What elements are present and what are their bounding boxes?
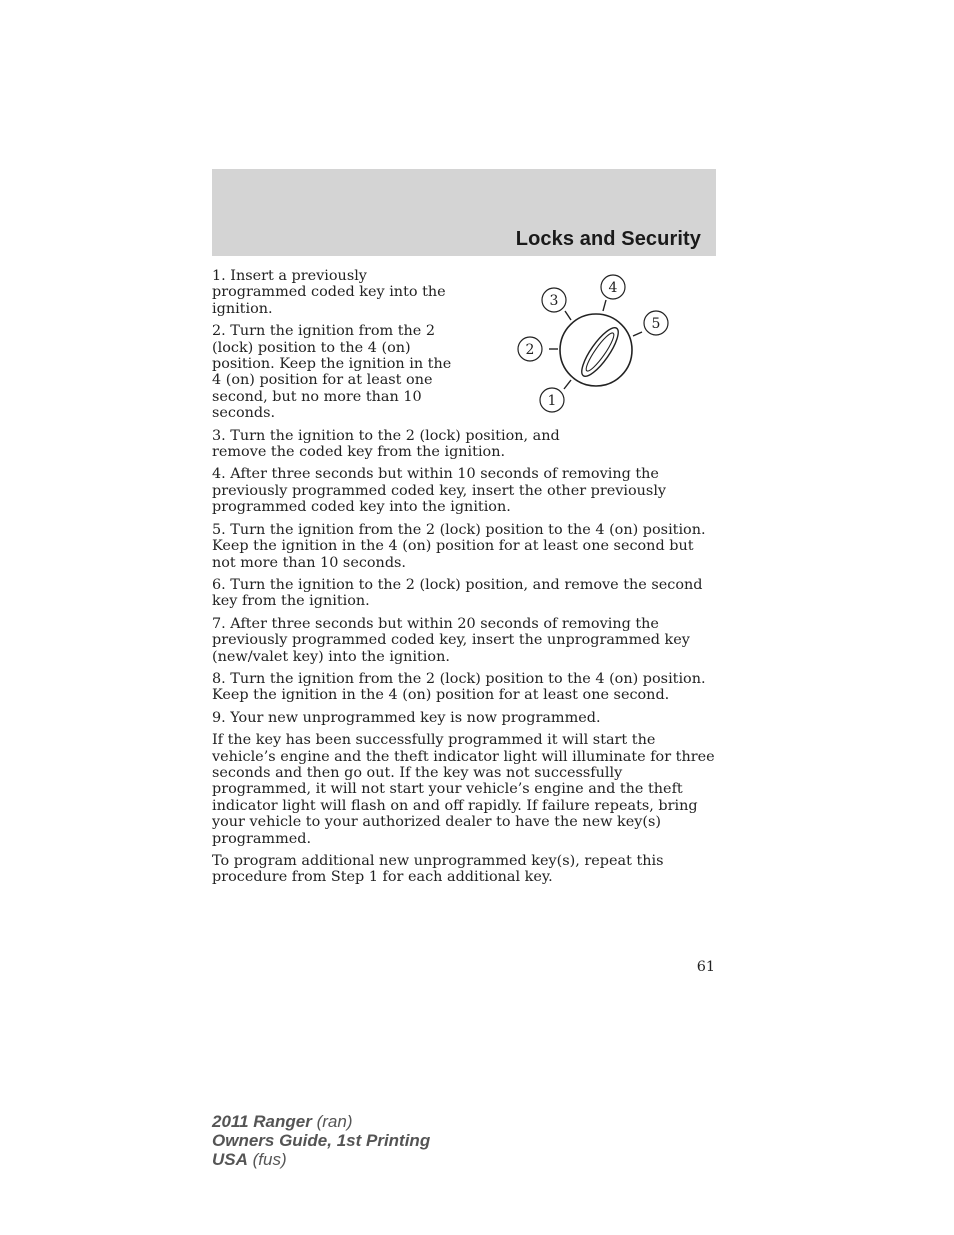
- success-paragraph: If the key has been successfully programmed it will start the vehicle’s engine and the theft indicator light will illuminate for three seconds and then go out. If the key was not successfully programmed, it will not start your vehicle’s engine and the theft indicator light will flash on and off rapidly. If failure repeats, bring your vehicle to your authorized dealer to have the new key(s) programmed.: [212, 732, 715, 847]
- additional-keys-paragraph: To program additional new unprogrammed key(s), repeat this procedure from Step 1 for each additional key.: [212, 853, 664, 886]
- svg-text:1: 1: [547, 393, 557, 409]
- footer-model: 2011 Ranger: [212, 1112, 312, 1131]
- section-title: Locks and Security: [515, 228, 701, 250]
- footer-line-model: [212, 1112, 430, 1131]
- footer-market-code: (fus): [252, 1150, 287, 1169]
- footer-publication-info: [212, 1112, 430, 1169]
- footer-market: USA: [212, 1150, 248, 1169]
- svg-text:2: 2: [525, 342, 535, 358]
- footer-line-edition: [212, 1131, 430, 1150]
- step-3: 3. Turn the ignition to the 2 (lock) position, and remove the coded key from the ignition.: [212, 427, 560, 461]
- step-8: 8. Turn the ignition from the 2 (lock) position to the 4 (on) position. Keep the ignition in the 4 (on) position for at least one second.: [212, 670, 706, 704]
- svg-text:5: 5: [651, 316, 661, 332]
- step-5: 5. Turn the ignition from the 2 (lock) position to the 4 (on) position. Keep the ignition in the 4 (on) position for at least one second but not more than 10 seconds.: [212, 521, 706, 571]
- step-6: 6. Turn the ignition to the 2 (lock) position, and remove the second key from the ignition.: [212, 576, 703, 610]
- instructions-body: [212, 268, 716, 892]
- svg-text:4: 4: [608, 280, 618, 296]
- footer-edition: Owners Guide, 1st Printing: [212, 1131, 431, 1150]
- svg-text:3: 3: [549, 293, 559, 309]
- page-number: 61: [696, 959, 715, 975]
- step-9: 9. Your new unprogrammed key is now programmed.: [212, 709, 601, 726]
- section-header-band: [212, 169, 716, 256]
- footer-model-code: (ran): [316, 1112, 353, 1131]
- step-7: 7. After three seconds but within 20 seconds of removing the previously programmed coded key, insert the unprogrammed key (new/valet key) into the ignition.: [212, 615, 690, 665]
- step-4: 4. After three seconds but within 10 seconds of removing the previously programmed coded key, insert the other previously programmed coded key into the ignition.: [212, 466, 667, 516]
- step-1: 1. Insert a previously programmed coded key into the ignition.: [212, 268, 446, 317]
- step-2: 2. Turn the ignition from the 2 (lock) position to the 4 (on) position. Keep the ignition in the 4 (on) position for at least one second, but no more than 10 seconds.: [212, 323, 452, 422]
- footer-line-market: [212, 1150, 430, 1169]
